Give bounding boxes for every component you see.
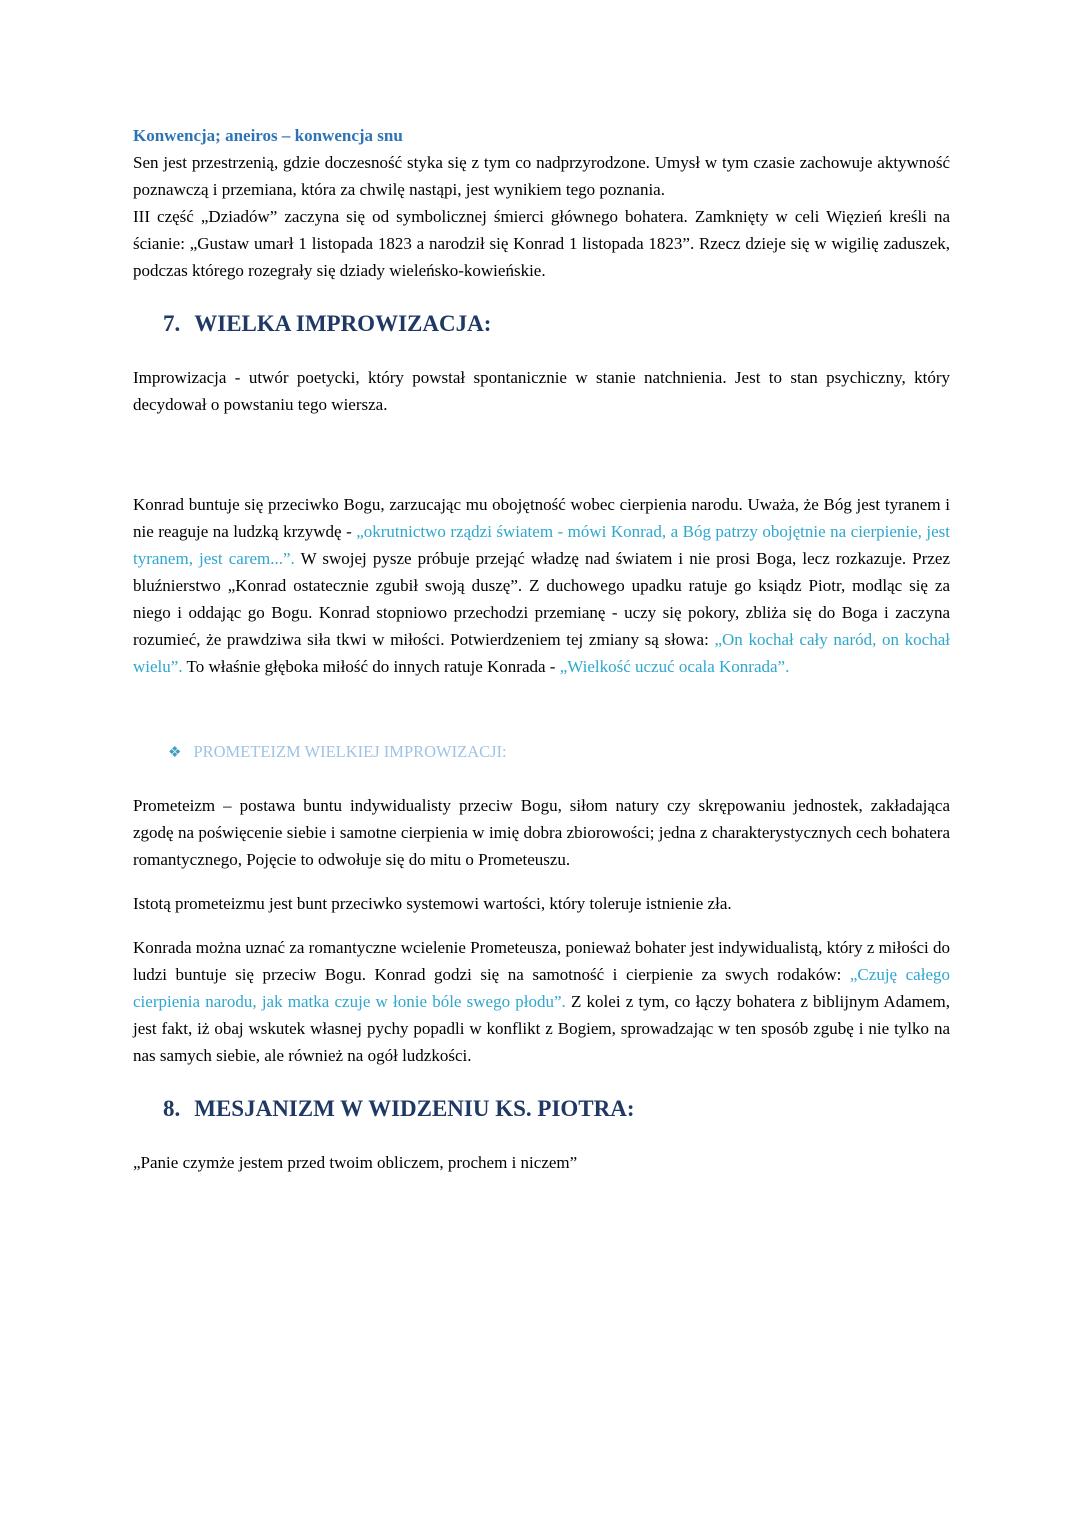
text-segment: To właśnie głęboka miłość do innych ratuje Konrada - — [182, 657, 560, 676]
paragraph-panie-quote: „Panie czymże jestem przed twoim obliczem, prochem i niczem” — [133, 1153, 578, 1172]
text-segment: W swojej pysze próbuje przejąć władzę nad światem i nie prosi Boga, lecz rozkazuje. Przez bluźnierstwo „Konrad ostatecznie zgubił swoją duszę”. Z duchowego upadku ratuje go ksiądz Piotr, modląc się za niego i oddając go Bogu. Konrad stopniowo przechodzi przemianę - uczy się pokory, zbliża się do Boga i zaczyna rozumieć, że prawdziwa siła tkwi w miłości. Potwierdzeniem tej zmiany są słowa: — [133, 549, 950, 649]
text-segment: Konrada można uznać za romantyczne wcielenie Prometeusza, ponieważ bohater jest indywidualistą, który z miłości do ludzi buntuje się przeciw Bogu. Konrad godzi się na samotność i cierpienie za swych rodaków: — [133, 938, 950, 984]
heading-number: 8. — [163, 1096, 181, 1121]
heading-title: MESJANIZM W WIDZENIU KS. PIOTRA: — [194, 1096, 635, 1121]
paragraph-konrada-wcielenie — [133, 934, 950, 1069]
text-segment: Konrad buntuje się przeciwko Bogu, zarzucając mu obojętność wobec cierpienia narodu. Uważa, że Bóg jest tyranem i nie reaguje na ludzką krzywdę - — [133, 495, 950, 541]
bullet-heading-prometeizm — [168, 739, 950, 766]
quote-segment: „Czuję całego cierpienia narodu, jak matka czuje w łonie bóle swego płodu”. — [133, 965, 950, 1011]
heading-number: 7. — [163, 311, 181, 336]
blank-spacer — [133, 435, 950, 491]
paragraph-sen: Sen jest przestrzenią, gdzie doczesność styka się z tym co nadprzyrodzone. Umysł w tym czasie zachowuje aktywność poznawczą i przemiana, która za chwilę nastąpi, jest wynikiem tego poznania. — [133, 153, 950, 199]
numbered-heading-8 — [163, 1093, 950, 1125]
sub-heading-konwencja: Konwencja; aneiros – konwencja snu — [133, 126, 403, 145]
blank-spacer — [133, 697, 950, 739]
quote-segment: „okrutnictwo rządzi światem - mówi Konrad, a Bóg patrzy obojętnie na cierpienie, jest tyranem, jest carem...”. — [133, 522, 950, 568]
quote-segment: „Wielkość uczuć ocala Konrada”. — [559, 657, 790, 676]
paragraph-dziady-intro: III część „Dziadów” zaczyna się od symbolicznej śmierci głównego bohatera. Zamknięty w celi Więzień kreśli na ścianie: „Gustaw umarł 1 listopada 1823 a narodził się Konrad 1 listopada 1823”. Rzecz dzieje się w wigilię zaduszek, podczas którego rozegrały się dziady wieleńsko-kowieńskie. — [133, 207, 950, 280]
diamond-bullet-icon: ❖ — [168, 745, 182, 761]
text-segment: Z kolei z tym, co łączy bohatera z biblijnym Adamem, jest fakt, iż obaj wskutek własnej pychy popadli w konflikt z Bogiem, sprowadzając w ten sposób zgubę i nie tylko na nas samych siebie, ale również na ogół ludzkości. — [133, 992, 950, 1065]
paragraph-prometeizm-definition: Prometeizm – postawa buntu indywidualisty przeciw Bogu, siłom natury czy skrępowaniu jednostek, zakładająca zgodę na poświęcenie siebie i samotne cierpienia w imię dobra zbiorowości; jedna z charakterystycznych cech bohatera romantycznego, Pojęcie to odwołuje się do mitu o Prometeuszu. — [133, 796, 950, 869]
paragraph-konrad-bunt — [133, 491, 950, 680]
paragraph-improwizacja-definition: Improwizacja - utwór poetycki, który powstał spontanicznie w stanie natchnienia. Jest to stan psychiczny, który decydował o powstaniu tego wiersza. — [133, 368, 950, 414]
heading-title: WIELKA IMPROWIZACJA: — [194, 311, 492, 336]
bullet-heading-label: PROMETEIZM WIELKIEJ IMPROWIZACJI: — [193, 742, 507, 761]
numbered-heading-7 — [163, 308, 950, 340]
quote-segment: „On kochał cały naród, on kochał wielu”. — [133, 630, 950, 676]
paragraph-istota-prometeizmu: Istotą prometeizmu jest bunt przeciwko systemowi wartości, który toleruje istnienie zła. — [133, 894, 732, 913]
